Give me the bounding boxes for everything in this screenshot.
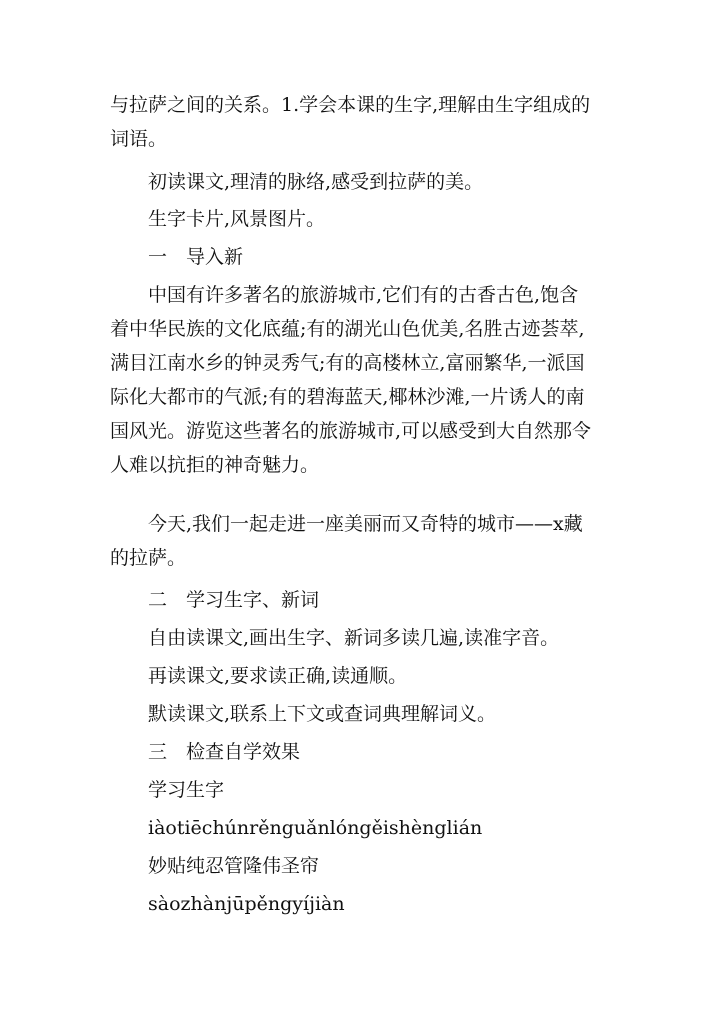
section-heading: [148, 240, 638, 274]
text-line: 际化大都市的气派;有的碧海蓝天,椰林沙滩,一片诱人的南: [110, 386, 585, 408]
paragraph: [110, 507, 630, 575]
text-line: 初读课文,理清的脉络,感受到拉萨的美。: [148, 171, 484, 193]
section-heading: [148, 583, 638, 617]
text-line: 一 导入新: [148, 246, 244, 268]
character-line: [148, 849, 638, 883]
text-line: 与拉萨之间的关系。1.学会本课的生字,理解由生字组成的: [110, 94, 591, 116]
text-line: 妙贴纯忍管隆伟圣帘: [148, 855, 320, 877]
paragraph: [148, 202, 638, 236]
paragraph: [148, 621, 638, 655]
text-line: 再读课文,要求读正确,读通顺。: [148, 665, 408, 687]
section-heading: [148, 735, 638, 769]
paragraph: [148, 659, 638, 693]
text-line: 三 检查自学效果: [148, 741, 301, 763]
paragraph: [110, 88, 630, 156]
text-line: 学习生字: [148, 779, 225, 801]
paragraph: [148, 773, 638, 807]
text-line: 默读课文,联系上下文或查词典理解词义。: [148, 703, 497, 725]
pinyin-line: [148, 811, 638, 845]
text-line: 满目江南水乡的钟灵秀气;有的高楼林立,富丽繁华,一派国: [110, 352, 585, 374]
text-line: 生字卡片,风景图片。: [148, 208, 326, 230]
text-line: 二 学习生字、新词: [148, 589, 320, 611]
text-line: 词语。: [110, 128, 168, 150]
text-line: 自由读课文,画出生字、新词多读几遍,读准字音。: [148, 627, 560, 649]
text-line: sàozhànjūpěngyíjiàn: [148, 893, 345, 915]
text-line: 人难以抗拒的神奇魅力。: [110, 454, 320, 476]
text-line: iàotiēchúnrěnguǎnlóngěishènglián: [148, 817, 483, 839]
pinyin-line: [148, 887, 638, 921]
paragraph: [148, 165, 638, 199]
text-line: 国风光。游览这些著名的旅游城市,可以感受到大自然那令: [110, 420, 592, 442]
paragraph: [110, 278, 630, 482]
text-line: 的拉萨。: [110, 547, 187, 569]
text-line: 着中华民族的文化底蕴;有的湖光山色优美,名胜古迹荟萃,: [110, 318, 585, 340]
paragraph: [148, 697, 638, 731]
text-line: 中国有许多著名的旅游城市,它们有的古香古色,饱含: [148, 284, 579, 306]
text-line: 今天,我们一起走进一座美丽而又奇特的城市——x藏: [148, 513, 583, 535]
